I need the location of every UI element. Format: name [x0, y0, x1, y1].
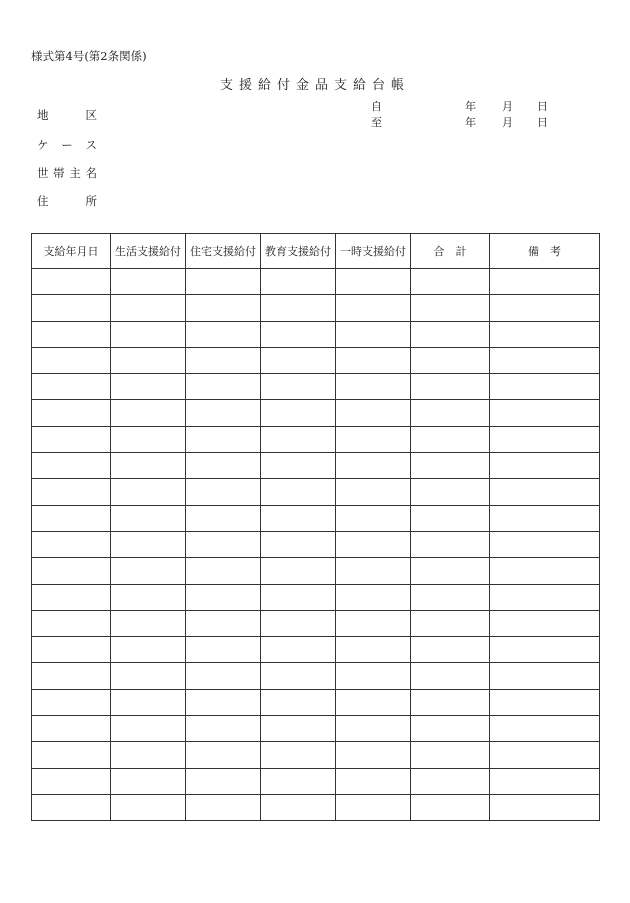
table-cell[interactable] [32, 531, 111, 557]
table-row [32, 768, 600, 794]
table-cell[interactable] [411, 689, 490, 715]
table-cell[interactable] [411, 584, 490, 610]
table-cell[interactable] [411, 295, 490, 321]
table-cell[interactable] [490, 558, 600, 584]
table-cell[interactable] [111, 321, 186, 347]
table-cell[interactable] [336, 689, 411, 715]
col-header-remarks: 備 考 [490, 234, 600, 269]
case-label-char: ー [61, 138, 73, 152]
table-cell[interactable] [261, 610, 336, 636]
table-cell[interactable] [261, 400, 336, 426]
table-row [32, 347, 600, 373]
table-cell[interactable] [336, 768, 411, 794]
table-header-row [32, 234, 600, 269]
table-cell[interactable] [111, 794, 186, 820]
table-cell[interactable] [261, 321, 336, 347]
table-cell[interactable] [32, 269, 111, 295]
district-label-char: 区 [85, 108, 97, 122]
table-cell[interactable] [411, 453, 490, 479]
table-cell[interactable] [32, 768, 111, 794]
table-cell[interactable] [490, 716, 600, 742]
table-cell[interactable] [111, 637, 186, 663]
table-cell[interactable] [261, 531, 336, 557]
table-cell[interactable] [261, 584, 336, 610]
table-cell[interactable] [32, 742, 111, 768]
case-label-char: ケ [37, 138, 49, 152]
period-to-month: 月 [502, 116, 513, 129]
table-cell[interactable] [186, 689, 261, 715]
table-cell[interactable] [32, 663, 111, 689]
table-row [32, 584, 600, 610]
col-header-housing-support: 住宅支援給付 [186, 234, 261, 269]
table-cell[interactable] [336, 742, 411, 768]
table-cell[interactable] [111, 269, 186, 295]
col-header-living-support: 生活支援給付 [111, 234, 186, 269]
table-cell[interactable] [111, 400, 186, 426]
table-cell[interactable] [261, 269, 336, 295]
table-cell[interactable] [111, 479, 186, 505]
table-cell[interactable] [186, 663, 261, 689]
col-header-education-support: 教育支援給付 [261, 234, 336, 269]
table-cell[interactable] [411, 531, 490, 557]
period-to-label: 至 [371, 116, 382, 129]
table-cell[interactable] [336, 794, 411, 820]
table-cell[interactable] [111, 426, 186, 452]
table-cell[interactable] [261, 347, 336, 373]
table-row [32, 531, 600, 557]
table-row [32, 400, 600, 426]
table-cell[interactable] [32, 689, 111, 715]
table-cell[interactable] [186, 479, 261, 505]
table-cell[interactable] [186, 400, 261, 426]
table-cell[interactable] [490, 742, 600, 768]
table-cell[interactable] [490, 479, 600, 505]
table-cell[interactable] [411, 269, 490, 295]
table-cell[interactable] [111, 374, 186, 400]
table-cell[interactable] [336, 505, 411, 531]
table-cell[interactable] [111, 347, 186, 373]
table-cell[interactable] [261, 742, 336, 768]
address-label-char: 住 [37, 194, 49, 208]
table-cell[interactable] [411, 716, 490, 742]
table-cell[interactable] [32, 374, 111, 400]
document-title: 支援給付金品支給台帳 [219, 78, 410, 93]
table-cell[interactable] [32, 400, 111, 426]
table-cell[interactable] [111, 295, 186, 321]
table-cell[interactable] [32, 321, 111, 347]
table-cell[interactable] [336, 295, 411, 321]
col-header-temporary-support: 一時支援給付 [336, 234, 411, 269]
table-cell[interactable] [336, 610, 411, 636]
table-cell[interactable] [411, 610, 490, 636]
table-cell[interactable] [336, 663, 411, 689]
table-cell[interactable] [411, 768, 490, 794]
table-cell[interactable] [411, 400, 490, 426]
table-row [32, 426, 600, 452]
table-cell[interactable] [111, 558, 186, 584]
table-cell[interactable] [336, 453, 411, 479]
table-cell[interactable] [32, 347, 111, 373]
table-cell[interactable] [411, 505, 490, 531]
table-cell[interactable] [32, 426, 111, 452]
table-cell[interactable] [411, 426, 490, 452]
head-of-household-label [37, 165, 97, 181]
table-cell[interactable] [261, 768, 336, 794]
table-cell[interactable] [261, 426, 336, 452]
period-to-day: 日 [537, 116, 548, 129]
table-cell[interactable] [111, 505, 186, 531]
table-cell[interactable] [490, 794, 600, 820]
table-cell[interactable] [336, 637, 411, 663]
table-cell[interactable] [411, 794, 490, 820]
col-header-total: 合 計 [411, 234, 490, 269]
table-cell[interactable] [32, 479, 111, 505]
table-row [32, 295, 600, 321]
table-cell[interactable] [411, 637, 490, 663]
table-cell[interactable] [490, 269, 600, 295]
table-cell[interactable] [490, 400, 600, 426]
table-cell[interactable] [411, 374, 490, 400]
table-cell[interactable] [32, 716, 111, 742]
table-cell[interactable] [411, 347, 490, 373]
table-cell[interactable] [490, 768, 600, 794]
table-cell[interactable] [261, 689, 336, 715]
table-cell[interactable] [32, 610, 111, 636]
table-cell[interactable] [336, 531, 411, 557]
case-label [37, 137, 97, 153]
table-row [32, 716, 600, 742]
table-cell[interactable] [186, 269, 261, 295]
table-cell[interactable] [336, 558, 411, 584]
table-cell[interactable] [261, 716, 336, 742]
table-cell[interactable] [336, 374, 411, 400]
table-row [32, 505, 600, 531]
district-label-char: 地 [37, 108, 49, 122]
table-cell[interactable] [490, 295, 600, 321]
ledger-body [32, 269, 600, 821]
household-label-char: 帯 [53, 166, 65, 180]
table-cell[interactable] [186, 637, 261, 663]
table-cell[interactable] [32, 558, 111, 584]
table-cell[interactable] [186, 347, 261, 373]
table-cell[interactable] [261, 295, 336, 321]
address-label-char: 所 [85, 194, 97, 208]
table-cell[interactable] [490, 663, 600, 689]
table-cell[interactable] [261, 505, 336, 531]
table-cell[interactable] [111, 742, 186, 768]
table-cell[interactable] [186, 426, 261, 452]
table-cell[interactable] [261, 479, 336, 505]
table-cell[interactable] [261, 794, 336, 820]
table-row [32, 637, 600, 663]
table-cell[interactable] [111, 663, 186, 689]
table-cell[interactable] [336, 400, 411, 426]
table-row [32, 479, 600, 505]
table-cell[interactable] [490, 531, 600, 557]
table-row [32, 689, 600, 715]
table-row [32, 742, 600, 768]
table-cell[interactable] [336, 321, 411, 347]
period-from-year: 年 [465, 100, 476, 113]
table-row [32, 374, 600, 400]
table-cell[interactable] [261, 558, 336, 584]
table-cell[interactable] [111, 531, 186, 557]
table-cell[interactable] [186, 453, 261, 479]
table-cell[interactable] [336, 347, 411, 373]
ledger-table [31, 233, 600, 821]
table-cell[interactable] [111, 716, 186, 742]
table-cell[interactable] [186, 610, 261, 636]
table-row [32, 453, 600, 479]
table-cell[interactable] [186, 321, 261, 347]
table-cell[interactable] [411, 663, 490, 689]
table-cell[interactable] [490, 689, 600, 715]
table-cell[interactable] [490, 637, 600, 663]
table-row [32, 558, 600, 584]
table-cell[interactable] [411, 479, 490, 505]
period-to [371, 114, 561, 128]
table-row [32, 321, 600, 347]
period-from-month: 月 [502, 100, 513, 113]
table-cell[interactable] [490, 426, 600, 452]
table-cell[interactable] [261, 374, 336, 400]
table-row [32, 610, 600, 636]
table-cell[interactable] [186, 584, 261, 610]
table-cell[interactable] [490, 505, 600, 531]
address-label [37, 193, 97, 209]
period-from-label: 自 [371, 100, 382, 113]
table-cell[interactable] [490, 584, 600, 610]
table-cell[interactable] [411, 558, 490, 584]
table-row [32, 663, 600, 689]
table-cell[interactable] [186, 295, 261, 321]
table-cell[interactable] [490, 453, 600, 479]
table-cell[interactable] [336, 426, 411, 452]
table-cell[interactable] [186, 505, 261, 531]
table-cell[interactable] [111, 689, 186, 715]
table-cell[interactable] [32, 295, 111, 321]
table-cell[interactable] [336, 479, 411, 505]
case-label-char: ス [85, 138, 97, 152]
table-row [32, 269, 600, 295]
table-cell[interactable] [32, 584, 111, 610]
table-cell[interactable] [32, 453, 111, 479]
household-label-char: 世 [37, 166, 49, 180]
table-cell[interactable] [336, 716, 411, 742]
table-cell[interactable] [32, 794, 111, 820]
household-label-char: 名 [85, 166, 97, 180]
table-cell[interactable] [186, 531, 261, 557]
district-label [37, 107, 97, 123]
table-cell[interactable] [186, 768, 261, 794]
table-cell[interactable] [111, 584, 186, 610]
table-cell[interactable] [261, 637, 336, 663]
period-from-day: 日 [537, 100, 548, 113]
table-cell[interactable] [490, 374, 600, 400]
table-cell[interactable] [186, 374, 261, 400]
table-cell[interactable] [411, 742, 490, 768]
table-cell[interactable] [186, 558, 261, 584]
table-cell[interactable] [186, 716, 261, 742]
table-cell[interactable] [490, 321, 600, 347]
table-cell[interactable] [186, 742, 261, 768]
table-cell[interactable] [32, 505, 111, 531]
table-cell[interactable] [411, 321, 490, 347]
period-from [371, 98, 561, 112]
col-header-payment-date: 支給年月日 [32, 234, 111, 269]
household-label-char: 主 [69, 166, 81, 180]
table-cell[interactable] [186, 794, 261, 820]
table-cell[interactable] [261, 663, 336, 689]
table-cell[interactable] [336, 584, 411, 610]
table-row [32, 794, 600, 820]
table-cell[interactable] [490, 610, 600, 636]
period-to-year: 年 [465, 116, 476, 129]
table-cell[interactable] [261, 453, 336, 479]
form-reference: 様式第4号(第2条関係) [31, 49, 147, 63]
table-cell[interactable] [111, 768, 186, 794]
table-cell[interactable] [490, 347, 600, 373]
table-cell[interactable] [111, 610, 186, 636]
table-cell[interactable] [336, 269, 411, 295]
table-cell[interactable] [111, 453, 186, 479]
table-cell[interactable] [32, 637, 111, 663]
